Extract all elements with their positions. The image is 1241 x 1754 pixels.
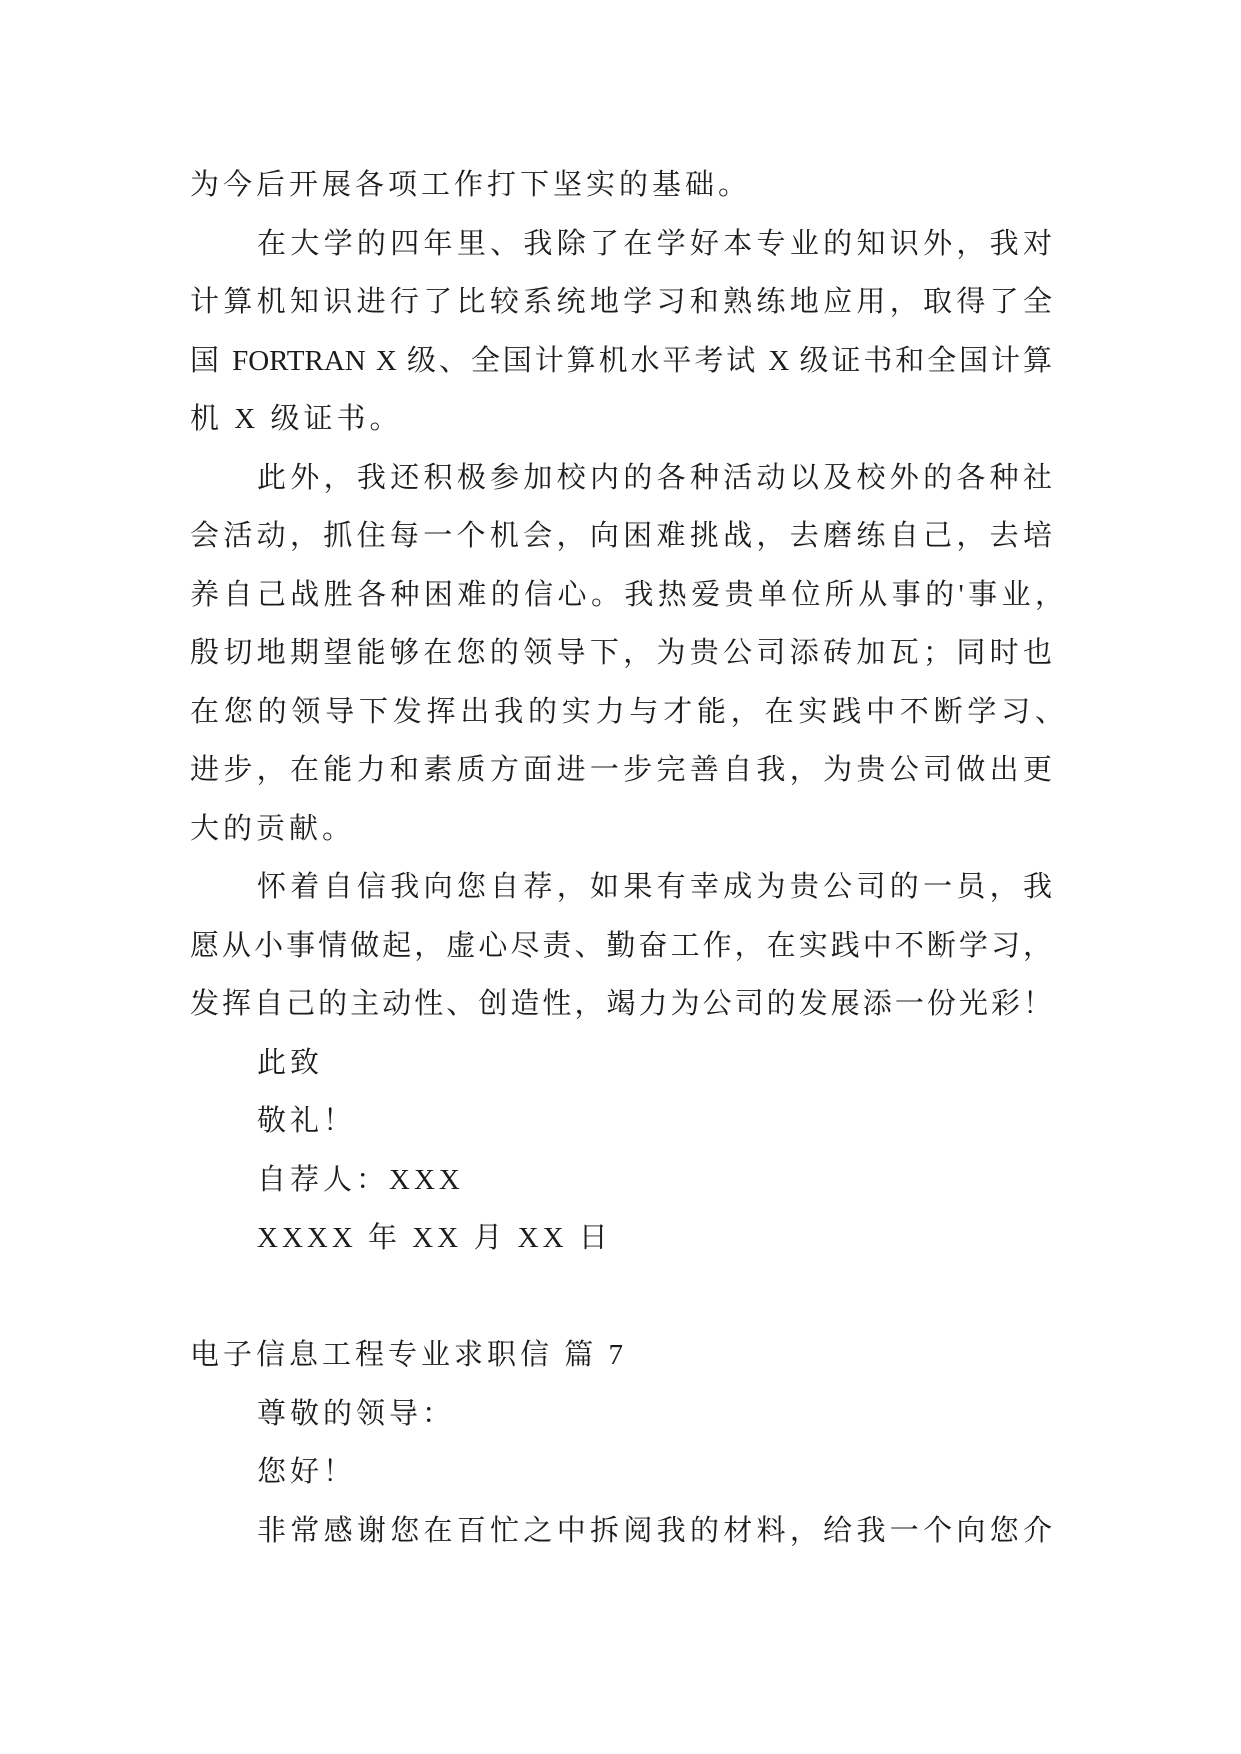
hello-line: 您好！ [257,1456,357,1488]
paragraph-line: 养自己战胜各种困难的信心。我热爱贵单位所从事的'事业， [190,578,1064,611]
paragraph-line: 计算机知识进行了比较系统地学习和熟练地应用，取得了全 [190,286,1052,318]
paragraph-line: 机 X 级证书。 [190,403,403,435]
paragraph-line: 殷切地期望能够在您的领导下，为贵公司添砖加瓦；同时也 [190,637,1052,669]
paragraph-line: 大的贡献。 [190,812,356,845]
greeting-line: 尊敬的领导： [257,1397,456,1430]
section-title: 电子信息工程专业求职信 篇 7 [190,1339,628,1371]
regards-line: 敬礼！ [257,1105,357,1137]
paragraph-end-line: 为今后开展各项工作打下坚实的基础。 [190,169,752,201]
paragraph-line: 在大学的四年里、我除了在学好本专业的知识外，我对 [257,227,1052,260]
paragraph-line: 非常感谢您在百忙之中拆阅我的材料，给我一个向您介 [257,1514,1052,1547]
section-spacer [190,1268,1052,1327]
closing-line: 此致 [257,1046,324,1079]
paragraph-line: 发挥自己的主动性、创造性，竭力为公司的发展添一份光彩！ [190,988,1052,1020]
signature-line: 自荐人：XXX [257,1163,464,1196]
date-line: XXXX 年 XX 月 XX 日 [257,1222,612,1254]
paragraph-line: 怀着自信我向您自荐，如果有幸成为贵公司的一员，我 [257,871,1052,903]
paragraph-line: 愿从小事情做起，虚心尽责、勤奋工作，在实践中不断学习， [190,929,1052,962]
paragraph-line: 会活动，抓住每一个机会，向困难挑战，去磨练自己，去培 [190,520,1052,552]
paragraph-line: 进步，在能力和素质方面进一步完善自我，为贵公司做出更 [190,754,1052,786]
document-body [190,156,1064,1560]
paragraph-line: 在您的领导下发挥出我的实力与才能，在实践中不断学习、 [190,695,1064,728]
paragraph-line: 此外，我还积极参加校内的各种活动以及校外的各种社 [257,461,1052,494]
paragraph-line: 国 FORTRAN X 级、全国计算机水平考试 X 级证书和全国计算 [190,344,1052,377]
